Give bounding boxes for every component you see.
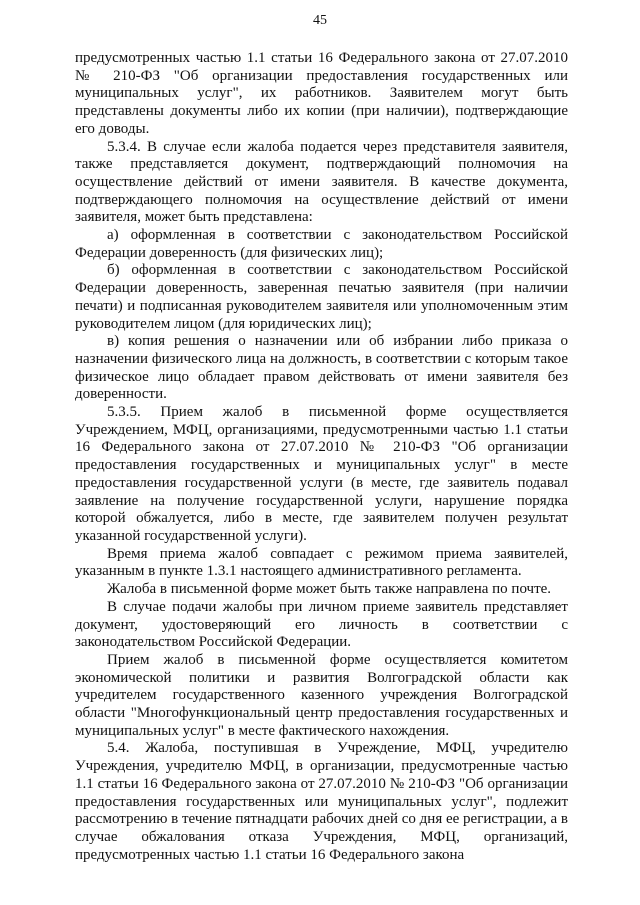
page-number: 45 <box>313 13 327 28</box>
paragraph-item-a: а) оформленная в соответствии с законодательством Российской Федерации доверенность (для физических лиц); <box>75 227 568 261</box>
paragraph-5-3-4: 5.3.4. В случае если жалоба подается через представителя заявителя, также представляется документ, подтверждающий полномочия на осуществление действий от имени заявителя. В качестве документа, подтверждающего полномочия на осуществление действий от имени заявителя, может быть представлена: <box>75 138 568 226</box>
paragraph-5-4: 5.4. Жалоба, поступившая в Учреждение, МФЦ, учредителю Учреждения, учредителю МФЦ, в организации, предусмотренные частью 1.1 статьи 16 Федерального закона от 27.07.2010 № 210-ФЗ "Об организации предоставления государственных или муниципальных услуг", подлежит рассмотрению в течение пятнадцати рабочих дней со дня ее регистрации, а в случае обжалования отказа Учреждения, МФЦ, организаций, предусмотренных частью 1.1 статьи 16 Федерального закона <box>75 740 569 863</box>
paragraph-committee-reception: Прием жалоб в письменной форме осуществляется комитетом экономической политики и развития Волгоградской области как учредителем государственного казенного учреждения Волгоградской области "Многофункциональный центр предоставления государственных и муниципальных услуг" в месте фактического нахождения. <box>75 651 568 739</box>
paragraph-reception-time: Время приема жалоб совпадает с режимом приема заявителей, указанным в пункте 1.3.1 настоящего административного регламента. <box>75 545 568 580</box>
paragraph-item-v: в) копия решения о назначении или об избрании либо приказа о назначении физического лица на должность, в соответствии с которым такое физическое лицо обладает правом действовать от имени заявителя без доверенности. <box>75 333 568 403</box>
paragraph-item-b: б) оформленная в соответствии с законодательством Российской Федерации доверенность, заверенная печатью заявителя (при наличии печати) и подписанная руководителем заявителя или уполномоченным этим руководителем лицом (для юридических лиц); <box>75 262 568 332</box>
paragraph-continuation: предусмотренных частью 1.1 статьи 16 Федерального закона от 27.07.2010 № 210-ФЗ "Об организации предоставления государственных или муниципальных услуг", их работников. Заявителем могут быть представлены документы либо их копии (при наличии), подтверждающие его доводы. <box>75 50 568 137</box>
paragraph-5-3-5: 5.3.5. Прием жалоб в письменной форме осуществляется Учреждением, МФЦ, организациями, предусмотренными частью 1.1 статьи 16 Федерального закона от 27.07.2010 № 210-ФЗ "Об организации предоставления государственных и муниципальных услуг" в месте предоставления государственной услуги (в месте, где заявитель подавал заявление на получение государственной услуги, нарушение порядка которой обжалуется, либо в месте, где заявителем получен результат указанной государственной услуги). <box>75 404 568 544</box>
document-body <box>75 50 568 864</box>
paragraph-personal-reception: В случае подачи жалобы при личном приеме заявитель представляет документ, удостоверяющий его личность в соответствии с законодательством Российской Федерации. <box>75 598 568 651</box>
paragraph-by-mail: Жалоба в письменной форме может быть также направлена по почте. <box>107 581 552 598</box>
